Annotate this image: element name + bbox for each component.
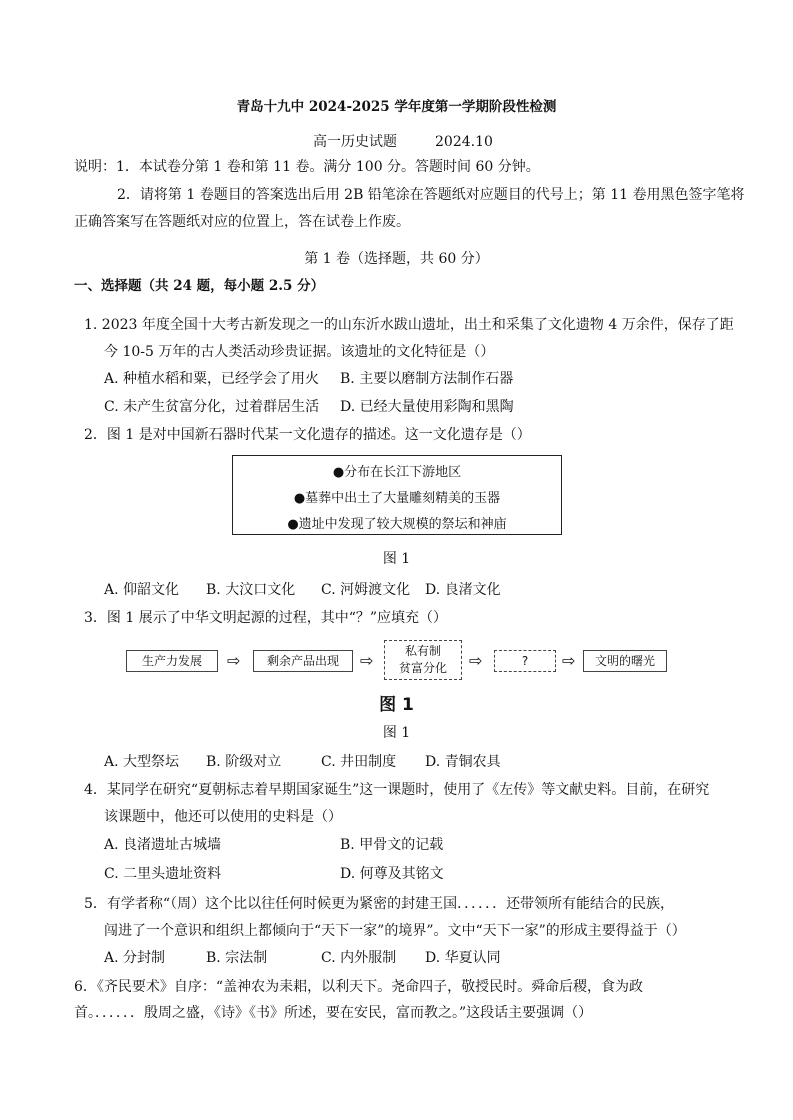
q2-stem: 2．图 1 是对中国新石器时代某一文化遗存的描述。这一文化遗存是（） (84, 427, 531, 443)
q1-stem-line-1: 1. 2023 年度全国十大考古新发现之一的山东沂水跋山遗址，出土和采集了文化遗物 4 万余件，保存了距 (84, 317, 734, 333)
instruction-line-2: 2．请将第 1 卷题目的答案选出后用 2B 铅笔涂在答题纸对应题目的代号上；第 11 卷用黑色签字笔将 (117, 187, 745, 203)
q2-figure-bullet-3: ●遗址中发现了较大规模的祭坛和神庙 (287, 517, 507, 532)
flow-step-surplus: 剩余产品出现 (253, 650, 353, 672)
q3-figure-label: 图 1 (379, 695, 414, 715)
q2-option-c[interactable]: C. 河姆渡文化 (321, 582, 411, 598)
exam-date: 2024.10 (435, 134, 493, 150)
q5-option-a[interactable]: A. 分封制 (104, 950, 166, 966)
q2-figure-caption: 图 1 (382, 551, 411, 567)
part-title: 一、选择题（共 24 题，每小题 2.5 分） (74, 278, 325, 294)
q4-stem-line-1: 4．某同学在研究“夏朝标志着早期国家诞生”这一课题时，使用了《左传》等文献史料。目前，在研究 (84, 782, 710, 798)
q4-option-b[interactable]: B. 甲骨文的记载 (340, 837, 444, 853)
q2-option-b[interactable]: B. 大汶口文化 (206, 582, 296, 598)
q2-option-a[interactable]: A. 仰韶文化 (104, 582, 180, 598)
q1-option-c[interactable]: C. 未产生贫富分化，过着群居生活 (104, 399, 320, 415)
q3-figure-caption: 图 1 (382, 725, 411, 741)
q4-option-c[interactable]: C. 二里头遗址资料 (104, 866, 222, 882)
q3-option-d[interactable]: D. 青铜农具 (425, 754, 501, 770)
q1-option-a[interactable]: A. 种植水稻和粟，已经学会了用火 (104, 371, 320, 387)
q5-stem-line-1: 5．有学者称“（周）这个比以往任何时候更为紧密的封建王国．．．．．．还带领所有能结合的民族， (84, 896, 675, 912)
q5-option-d[interactable]: D. 华夏认同 (425, 950, 501, 966)
flow-step-dawn-of-civilization: 文明的曙光 (583, 650, 667, 672)
subject-label: 高一历史试题 (313, 134, 397, 150)
q1-option-d[interactable]: D. 已经大量使用彩陶和黑陶 (340, 399, 514, 415)
flow-arrow-icon: ⇨ (227, 651, 241, 670)
flow-step-unknown: ? (494, 650, 556, 672)
q3-option-a[interactable]: A. 大型祭坛 (104, 754, 180, 770)
q5-option-c[interactable]: C. 内外服制 (321, 950, 397, 966)
flow-step-private-property (384, 640, 462, 680)
q4-stem-line-2: 该课题中，他还可以使用的史料是（） (104, 809, 342, 825)
flow-arrow-icon: ⇨ (562, 651, 576, 670)
q3-option-c[interactable]: C. 井田制度 (321, 754, 397, 770)
q5-option-b[interactable]: B. 宗法制 (206, 950, 268, 966)
flow-step-private-property-line-2: 贫富分化 (398, 661, 447, 675)
instruction-line-3: 正确答案写在答题纸对应的位置上，答在试卷上作废。 (74, 214, 410, 230)
q3-option-b[interactable]: B. 阶级对立 (206, 754, 282, 770)
flow-arrow-icon: ⇨ (360, 651, 374, 670)
flow-arrow-icon: ⇨ (469, 651, 483, 670)
volume-title: 第 1 卷（选择题，共 60 分） (304, 251, 489, 267)
q4-option-d[interactable]: D. 何尊及其铭文 (340, 866, 444, 882)
instruction-line-1: 说明：1．本试卷分第 1 卷和第 11 卷。满分 100 分。答题时间 60 分钟。 (74, 159, 540, 175)
q3-flow-diagram (120, 640, 680, 684)
q5-stem-line-2: 闯进了一个意识和组织上都倾向于“天下一家”的境界”。文中“天下一家”的形成主要得益于（） (104, 923, 686, 939)
q6-stem-line-2: 首。．．．．．．殷周之盛，《诗》《书》所述，要在安民，富而教之。”这段话主要强调（） (74, 1005, 593, 1021)
exam-title: 青岛十九中 2024-2025 学年度第一学期阶段性检测 (236, 99, 557, 115)
q2-figure-bullet-2: ●墓葬中出土了大量雕刻精美的玉器 (293, 491, 501, 506)
q1-option-b[interactable]: B. 主要以磨制方法制作石器 (340, 371, 514, 387)
q3-stem: 3．图 1 展示了中华文明起源的过程，其中“？”应填充（） (84, 610, 448, 626)
q2-option-d[interactable]: D. 良渚文化 (425, 582, 501, 598)
q4-option-a[interactable]: A. 良渚遗址古城墙 (104, 837, 222, 853)
q6-stem-line-1: 6．《齐民要术》自序：“盖神农为耒耜，以利天下。尧命四子，敬授民时。舜命后稷，食为政 (74, 979, 644, 995)
q2-figure-box (232, 455, 562, 535)
q2-figure-bullet-1: ●分布在长江下游地区 (332, 465, 462, 480)
flow-step-private-property-line-1: 私有制 (404, 644, 441, 658)
flow-step-productivity: 生产力发展 (126, 650, 218, 672)
q1-stem-line-2: 今 10-5 万年的古人类活动珍贵证据。该遗址的文化特征是（） (104, 344, 495, 360)
exam-subtitle (313, 132, 493, 152)
